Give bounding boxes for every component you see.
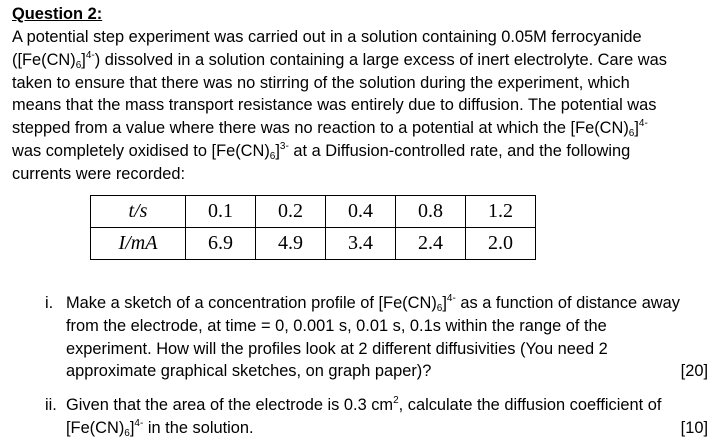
table-cell: 6.9 (186, 228, 256, 260)
table-header-current: I/mA (91, 228, 186, 260)
table-cell: 0.1 (186, 196, 256, 228)
part-ii (45, 394, 708, 440)
table-cell: 0.2 (256, 196, 326, 228)
table-header-time: t/s (91, 196, 186, 228)
table-cell: 0.8 (396, 196, 466, 228)
table-cell: 2.0 (466, 228, 536, 260)
table-cell: 0.4 (326, 196, 396, 228)
paragraph-line: means that the mass transport resistance was entirely due to diffusion. The potential was (12, 96, 657, 115)
part-i-line: approximate graphical sketches, on graph paper)? [20] (45, 360, 708, 383)
part-ii-line: $[Fe(CN)_6]^{4-}$ in the solution. [10] (66, 417, 708, 439)
part-ii-number: ii. (45, 396, 57, 414)
part-i-line: experiment. How will the profiles look at 2 different diffusivities (You need 2 (66, 339, 608, 358)
part-i-line: Make a sketch of a concentration profile of $[Fe(CN)_6]^{4-}$ as a function of distance away (66, 293, 680, 314)
part-i (45, 292, 708, 383)
paragraph-line: stepped from a value where there was no reaction to a potential at which the $[Fe(CN)_6]^{4-}$ (12, 118, 648, 140)
question-title: Question 2: (12, 5, 103, 23)
table-cell: 1.2 (466, 196, 536, 228)
table-cell: 4.9 (256, 228, 326, 260)
part-i-line: from the electrode, at time = 0, 0.001 s, 0.01 s, 0.1s within the range of the (66, 316, 607, 335)
current-data-table (90, 195, 536, 260)
paragraph-line: was completely oxidised to $[Fe(CN)_6]^{3-}$ at a Diffusion-controlled rate, and the following (12, 140, 631, 162)
table-row-current (91, 228, 536, 260)
part-ii-line: Given that the area of the electrode is 0.3 $cm^2$, calculate the diffusion coefficient of (66, 395, 662, 414)
paragraph-line: A potential step experiment was carried out in a solution containing 0.05M ferrocyanide (12, 28, 642, 46)
part-ii-marks: [10] (680, 418, 708, 437)
paragraph-line: taken to ensure that there was no stirring of the solution during the experiment, which (12, 73, 630, 92)
table-row-time (91, 196, 536, 228)
paragraph-line: $([Fe(CN)_6]^{4-})$ dissolved in a solution containing a large excess of inert electrolyte. Care was (12, 49, 667, 71)
table-cell: 3.4 (326, 228, 396, 260)
paragraph-line: currents were recorded: (12, 164, 186, 183)
question-paragraph (12, 26, 712, 186)
table-cell: 2.4 (396, 228, 466, 260)
part-i-marks: [20] (680, 362, 708, 381)
part-i-number: i. (45, 294, 54, 312)
